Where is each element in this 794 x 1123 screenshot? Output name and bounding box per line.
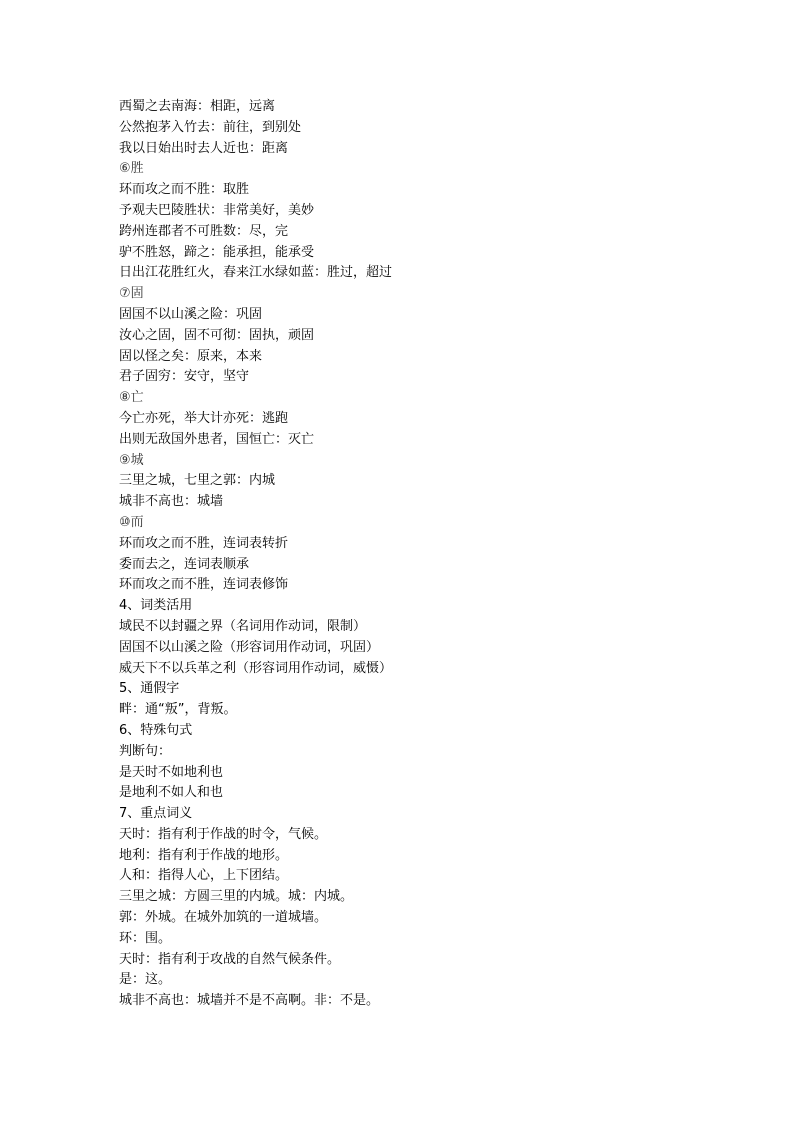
text-line: 城非不高也：城墙	[119, 494, 224, 510]
text-line: 委而去之，连词表顺承	[119, 556, 250, 572]
text-line: 天时：指有利于攻战的自然气候条件。	[119, 951, 341, 967]
text-line: 固国不以山溪之险：巩固	[119, 306, 263, 322]
text-line: 人和：指得人心，上下团结。	[119, 868, 289, 884]
text-line: 我以日始出时去人近也：距离	[119, 140, 289, 156]
section-heading: 7、重点词义	[119, 806, 193, 822]
document-body	[119, 97, 739, 1012]
text-line: 天时：指有利于作战的时令，气候。	[119, 826, 328, 842]
text-line: 环而攻之而不胜：取胜	[119, 182, 250, 198]
text-line: 是地利不如人和也	[119, 785, 224, 801]
text-line: 出则无敌国外患者，国恒亡：灭亡	[119, 431, 315, 447]
text-line: 予观夫巴陵胜状：非常美好，美妙	[119, 202, 315, 218]
text-line: 跨州连郡者不可胜数：尽，完	[119, 223, 289, 239]
text-line: 是天时不如地利也	[119, 764, 224, 780]
section-heading: ⑩而	[119, 514, 144, 530]
text-line: 郭：外城。在城外加筑的一道城墙。	[119, 910, 328, 926]
text-line: 固国不以山溪之险（形容词用作动词，巩固）	[119, 639, 380, 655]
text-line: 汝心之固，固不可彻：固执，顽固	[119, 327, 315, 343]
text-line: 三里之城，七里之郭：内城	[119, 473, 276, 489]
text-line: 今亡亦死，举大计亦死：逃跑	[119, 410, 289, 426]
text-line: 地利：指有利于作战的地形。	[119, 847, 289, 863]
section-heading: 6、特殊句式	[119, 722, 193, 738]
text-line: 三里之城：方圆三里的内城。城：内城。	[119, 889, 354, 905]
text-line: 是：这。	[119, 972, 172, 988]
section-heading: ⑨城	[119, 452, 144, 468]
text-line: 西蜀之去南海：相距，远离	[119, 99, 276, 114]
text-line: 威天下不以兵革之利（形容词用作动词，威慑）	[119, 660, 393, 676]
text-line: 判断句：	[119, 743, 172, 759]
text-line: 日出江花胜红火，春来江水绿如蓝：胜过，超过	[119, 265, 393, 281]
text-line: 环而攻之而不胜，连词表修饰	[119, 577, 289, 593]
section-heading: 4、词类活用	[119, 598, 193, 614]
text-line: 环：围。	[119, 930, 172, 946]
text-line: 畔：通“叛”，背叛。	[119, 702, 237, 718]
section-heading: ⑥胜	[119, 161, 144, 177]
section-heading: ⑦固	[119, 286, 144, 302]
text-line: 驴不胜怒，蹄之：能承担，能承受	[119, 244, 315, 260]
section-heading: 5、通假字	[119, 681, 180, 697]
text-line: 公然抱茅入竹去：前往，到别处	[119, 119, 302, 135]
text-line: 城非不高也：城墙并不是不高啊。非：不是。	[119, 993, 380, 1009]
text-line: 君子固穷：安守，坚守	[119, 369, 250, 385]
text-line: 固以怪之矣：原来，本来	[119, 348, 263, 364]
section-heading: ⑧亡	[119, 390, 144, 406]
text-line: 域民不以封疆之界（名词用作动词，限制）	[119, 618, 367, 634]
text-line: 环而攻之而不胜，连词表转折	[119, 535, 289, 551]
